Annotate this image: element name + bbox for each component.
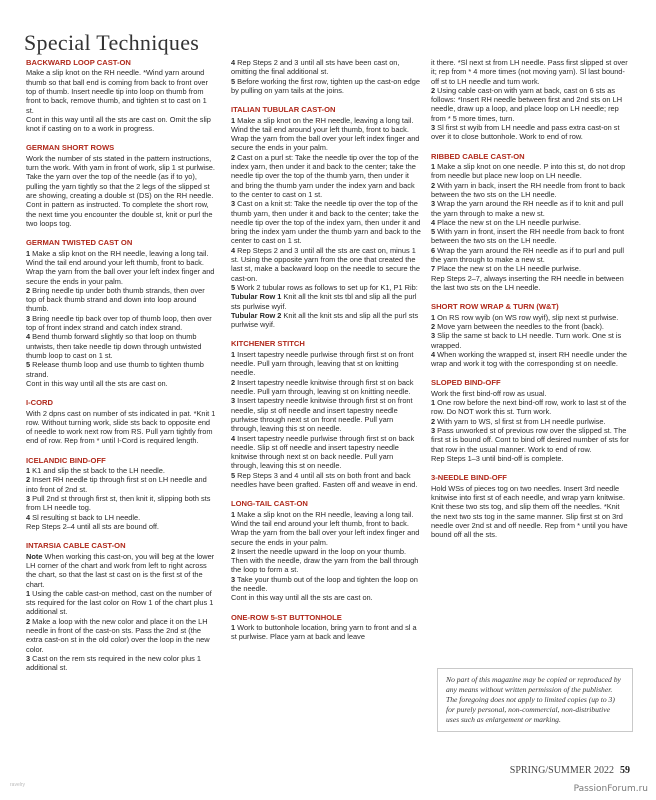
instruction-text: 2 Cast on a purl st: Take the needle tip over the top of the index yarn, then under it and back to the center; take the needle tip over the top of the thumb yarn, then under it and bring the thumb yarn under the index yarn and back to the center to cast on 1 st. — [231, 152, 419, 199]
section-heading: ONE-ROW 5-ST BUTTONHOLE — [231, 612, 342, 622]
instruction-text: 4 When working the wrapped st, insert RH needle under the wrap and work it tog with the corresponding st on needle. — [431, 349, 627, 369]
section-heading: KITCHENER STITCH — [231, 339, 305, 349]
instruction-text: 3 Sl first st wyib from LH needle and pass extra cast-on st over it to close buttonhole. Work to end of row. — [431, 123, 620, 142]
column-left — [26, 58, 216, 682]
section-heading: GERMAN SHORT ROWS — [26, 143, 115, 153]
instruction-text: 3 Pull 2nd st through first st, then knit it, slipping both sts from LH needle tog. — [26, 494, 211, 513]
instruction-text: 3 Take your thumb out of the loop and tighten the loop on the needle. — [231, 574, 418, 594]
instruction-text: 7 Place the new st on the LH needle purlwise. — [431, 264, 581, 274]
instruction-text: With 2 dpns cast on number of sts indicated in pat. *Knit 1 row. Without turning work, slide sts back to opposite end of needle to work next row from RS. Pull yarn tightly from end of row. Rep from * until I-Cord is required length. — [26, 408, 216, 446]
instruction-text: 3 Insert tapestry needle knitwise through first st on front needle, slip st off needle and insert tapestry needle purlwise through next st on front needle. Pull yarn through, leaving this st on needle. — [231, 396, 413, 434]
instruction-text: 2 With yarn in back, insert the RH needle from front to back between the two sts on the LH needle. — [431, 180, 625, 199]
technique-section — [431, 152, 631, 293]
section-heading: ICELANDIC BIND-OFF — [26, 455, 106, 465]
instruction-text: 3 Cast on the rem sts required in the new color plus 1 additional st. — [26, 653, 202, 673]
gutter-mark: ravelry — [10, 782, 26, 788]
section-heading: LONG-TAIL CAST-ON — [231, 499, 308, 509]
page-title: Special Techniques — [24, 30, 200, 55]
technique-section — [431, 58, 631, 142]
instruction-text: 1 Work to buttonhole location, bring yarn to front and sl a st purlwise. Place yarn at back and leave — [231, 623, 417, 642]
section-heading: 3-NEEDLE BIND-OFF — [431, 473, 507, 483]
page-number: 59 — [620, 765, 630, 776]
instruction-text: 4 Insert tapestry needle purlwise through first st on back needle. Slip st off needle and insert tapestry needle knitwise through next st on back needle. Pull yarn through, leaving this st on needle. — [231, 433, 415, 471]
technique-section — [26, 58, 216, 133]
instruction-text: Hold WSs of pieces tog on two needles. Insert 3rd needle knitwise into first st of each needle, and wrap yarn knitwise. Knit these two sts tog, and slip them off the needles. *Knit the next two sts tog in the same manner. Slip first st on 3rd needle over 2nd st and off needle. Rep from * until you have bound off all the sts. — [431, 483, 628, 540]
instruction-text: 2 Move yarn between the needles to the front (back). — [431, 321, 604, 331]
technique-section — [431, 302, 631, 368]
instruction-text: 4 Rep Steps 2 and 3 until all the sts are cast on, minus 1 st. Using the opposite yarn from the one that created the last st, make a backward loop on the needle to secure the cast-on. — [231, 245, 420, 283]
technique-section — [26, 143, 216, 228]
instruction-text: Cont in this way until all the sts are cast on. — [26, 378, 168, 388]
instruction-text: 3 Slip the same st back to LH needle. Turn work. One st is wrapped. — [431, 331, 622, 350]
instruction-text: Rep Steps 2–4 until all sts are bound off. — [26, 521, 159, 531]
instruction-text: 2 With yarn to WS, sl first st from LH needle purlwise. — [431, 416, 606, 426]
instruction-text: 2 Make a loop with the new color and place it on the LH needle in front of the cast-on sts. Pass the 2nd st (the extra cast-on st in the old color) over the loop in the new color. — [26, 616, 210, 654]
technique-section — [231, 105, 421, 329]
section-heading: RIBBED CABLE CAST-ON — [431, 151, 525, 161]
instruction-text: 1 Using the cable cast-on method, cast on the number of sts required for the last color on Row 1 of the chart plus 1 additional st. — [26, 588, 214, 617]
technique-section — [231, 58, 421, 95]
section-heading: GERMAN TWISTED CAST ON — [26, 238, 133, 248]
technique-section — [26, 238, 216, 388]
instruction-text: 1 Make a slip knot on the RH needle, leaving a long tail. Wind the tail end around your left thumb, front to back. Wrap the yarn from the ball over your left index finger and secure the ends in your palm. — [26, 248, 215, 286]
instruction-text: 1 Make a slip knot on the RH needle, leaving a long tail. Wind the tail end around your left thumb, front to back. Wrap the yarn from the ball over your left index finger and secure the ends in your palm. — [231, 509, 420, 547]
instruction-text: 2 Bring needle tip under both thumb strands, then over top of back thumb strand and down into loop around thumb. — [26, 285, 205, 314]
instruction-text: 5 With yarn in front, insert the RH needle from back to front between the two sts on the LH needle. — [431, 227, 625, 246]
copyright-notice: No part of this magazine may be copied or reproduced by any means without written permission of the publisher. The foregoing does not apply to limited copies (up to 3) for purely personal, non-commercial, non-distributive uses such as enlargement or marking. — [437, 668, 633, 732]
instruction-text: 2 Insert the needle upward in the loop on your thumb. Then with the needle, draw the yarn from the ball through the loop to form a st. — [231, 546, 419, 575]
instruction-text: 2 Insert tapestry needle knitwise through first st on back needle. Pull yarn through, leaving st on knitting needle. — [231, 377, 414, 397]
section-heading: ITALIAN TUBULAR CAST-ON — [231, 105, 336, 115]
technique-section — [231, 499, 421, 602]
instruction-text: 1 One row before the next bind-off row, work to last st of the row. Do NOT work this st. Turn work. — [431, 398, 627, 417]
instruction-text: Note When working this cast-on, you will beg at the lower LH corner of the chart and work from left to right across the chart, so that the last st cast on is the first st of the chart. — [26, 551, 215, 589]
issue-label: SPRING/SUMMER 2022 — [509, 765, 614, 776]
section-heading: BACKWARD LOOP CAST-ON — [26, 58, 131, 67]
instruction-text: Cont in this way until all the sts are cast on. Omit the slip knot if casting on to a work in progress. — [26, 114, 211, 134]
page-footer — [510, 765, 630, 776]
column-right — [431, 58, 631, 549]
instruction-text: 4 Rep Steps 2 and 3 until all sts have been cast on, omitting the final additional st. — [231, 58, 400, 77]
instruction-text: Work the number of sts stated in the pattern instructions, turn the work. With yarn in front of work, slip 1 st purlwise. Take the yarn over the top of the needle (as if to yo), pulling the yarn tightly so that the 2 legs of the slipped st are showing, creating a double st (DS) on the RH needle. Cont in pattern as instructed. To complete the short row, the next time you encounter the double st, knit or purl the two loops tog. — [26, 153, 215, 228]
instruction-text: 3 Wrap the yarn around the RH needle as if to knit and pull the yarn through to make a new st. — [431, 199, 624, 218]
instruction-text: 6 Wrap the yarn around the RH needle as if to purl and pull the yarn through to make a new st. — [431, 245, 624, 265]
instruction-text: Work the first bind-off row as usual. — [431, 388, 547, 398]
instruction-text: 3 Bring needle tip back over top of thumb loop, then over top of front index strand and catch index strand. — [26, 313, 212, 333]
technique-section — [431, 473, 631, 539]
technique-section — [26, 456, 216, 531]
technique-section — [231, 339, 421, 489]
technique-section — [26, 398, 216, 446]
instruction-text: 1 On RS row wyib (on WS row wyif), slip next st purlwise. — [431, 312, 619, 322]
instruction-text: 3 Pass unworked st of previous row over the slipped st. The first st is bound off. Cont to bind off desired number of sts for that row in the usual manner. Work to end of row. — [431, 426, 629, 454]
instruction-text: Rep Steps 2–7, always inserting the RH needle in between the last two sts on the LH needle. — [431, 273, 624, 292]
instruction-text: 2 Insert RH needle tip through first st on LH needle and into front of 2nd st. — [26, 475, 207, 494]
instruction-text: 5 Work 2 tubular rows as follows to set up for K1, P1 Rib: — [231, 282, 418, 292]
watermark: PassionForum.ru — [573, 784, 648, 794]
instruction-text: 5 Rep Steps 3 and 4 until all sts on both front and back needles have been grafted. Fasten off and weave in end. — [231, 470, 418, 489]
section-heading: SLOPED BIND-OFF — [431, 378, 501, 388]
instruction-text: 1 Make a slip knot on the RH needle, leaving a long tail. Wind the tail end around your left thumb, front to back. Wrap the yarn from the ball over your left index finger and secure the ends in your palm. — [231, 115, 420, 153]
instruction-text: 5 Before working the first row, tighten up the cast-on edge by pulling on yarn tails at the joins. — [231, 76, 420, 95]
instruction-text: Make a slip knot on the RH needle. *Wind yarn around thumb so that ball end is coming from back to front over top of thumb. Insert needle tip into loop on thumb from front to back, remove thumb, and tighten st to cast on 1 st. — [26, 68, 208, 115]
instruction-text: 1 Insert tapestry needle purlwise through first st on front needle. Pull yarn through, leaving that st on knitting needle. — [231, 349, 414, 378]
technique-section — [26, 541, 216, 672]
instruction-text: 4 Place the new st on the LH needle purlwise. — [431, 217, 581, 227]
section-heading: SHORT ROW WRAP & TURN (W&T) — [431, 302, 559, 312]
section-heading: INTARSIA CABLE CAST-ON — [26, 541, 126, 551]
section-heading: I-CORD — [26, 398, 53, 408]
instruction-text: it there. *Sl next st from LH needle. Pass first slipped st over it; rep from * 4 more times (not moving yarn). Sl last bound-off st to LH needle and turn work. — [431, 58, 628, 86]
technique-section — [431, 378, 631, 463]
column-middle — [231, 58, 421, 652]
technique-section — [231, 613, 421, 642]
instruction-text: 3 Cast on a knit st: Take the needle tip over the top of the thumb yarn, then under it and back to the center; take the needle tip over the top of the index yarn, then under it and bring the index yarn under the thumb yarn and back to the center to cast on 1 st. — [231, 199, 421, 246]
instruction-text: 1 Make a slip knot on one needle. P into this st, do not drop from needle but place new loop on LH needle. — [431, 162, 626, 181]
instruction-text: 2 Using cable cast-on with yarn at back, cast on 6 sts as follows: *Insert RH needle between first and 2nd sts on LH needle, draw up a loop, and place loop on LH needle; rep from * 5 more times, turn. — [431, 85, 623, 123]
instruction-text: 4 Bend thumb forward slightly so that loop on thumb untwists, then take needle tip down through untwisted thumb loop to cast on 1 st. — [26, 332, 202, 360]
instruction-text: Tubular Row 1 Knit all the knit sts tbl and slip all the purl sts purlwise wyif. — [231, 292, 417, 311]
instruction-text: 4 Sl resulting st back to LH needle. — [26, 512, 141, 522]
instruction-text: Rep Steps 1–3 until bind-off is complete. — [431, 453, 564, 463]
instruction-text: 1 K1 and slip the st back to the LH needle. — [26, 466, 165, 476]
instruction-text: Cont in this way until all the sts are cast on. — [231, 593, 373, 603]
instruction-text: Tubular Row 2 Knit all the knit sts and slip all the purl sts purlwise wyif. — [231, 310, 419, 330]
instruction-text: 5 Release thumb loop and use thumb to tighten thumb strand. — [26, 360, 204, 379]
